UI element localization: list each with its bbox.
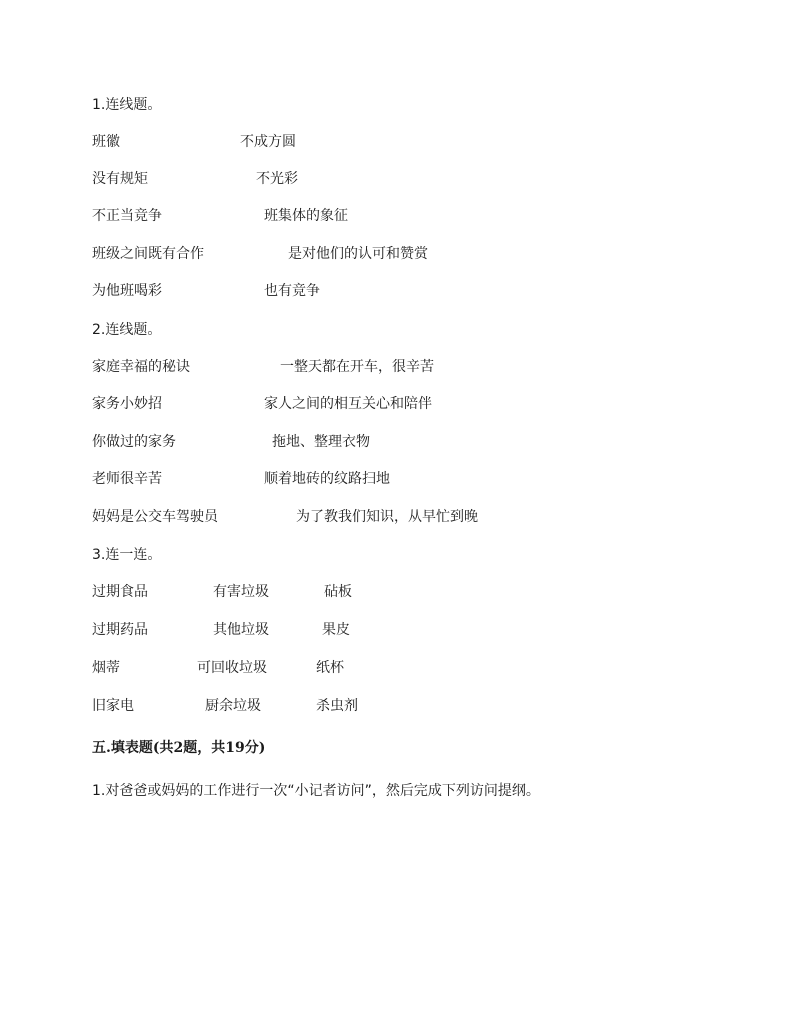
- q3-item-c: 杀虫剂: [316, 698, 358, 714]
- q2-left-item: 你做过的家务: [92, 434, 176, 450]
- q3-item-a: 旧家电: [92, 698, 134, 714]
- q2-left-item: 妈妈是公交车驾驶员: [92, 509, 218, 525]
- q2-right-item: 拖地、整理衣物: [272, 434, 370, 450]
- q1-left-item: 不正当竞争: [92, 208, 162, 224]
- q3-item-b: 厨余垃圾: [205, 698, 261, 714]
- q1-left-item: 班级之间既有合作: [92, 246, 204, 262]
- q3-item-c: 砧板: [324, 584, 352, 600]
- q3-title: 3.连一连。: [92, 547, 162, 563]
- q2-left-item: 家务小妙招: [92, 396, 162, 412]
- q3-item-a: 烟蒂: [92, 660, 120, 676]
- q2-title: 2.连线题。: [92, 322, 162, 338]
- q2-right-item: 顺着地砖的纹路扫地: [264, 471, 390, 487]
- q1-left-item: 班徽: [92, 134, 120, 150]
- q1-right-item: 班集体的象征: [264, 208, 348, 224]
- q1-left-item: 没有规矩: [92, 171, 148, 187]
- section-five-question-1: 1.对爸爸或妈妈的工作进行一次“小记者访问”，然后完成下列访问提纲。: [92, 783, 540, 799]
- q2-left-item: 家庭幸福的秘诀: [92, 359, 190, 375]
- q3-item-c: 果皮: [322, 622, 350, 638]
- q2-right-item: 家人之间的相互关心和陪伴: [264, 396, 432, 412]
- q1-right-item: 是对他们的认可和赞赏: [288, 246, 428, 262]
- q2-left-item: 老师很辛苦: [92, 471, 162, 487]
- q3-item-b: 其他垃圾: [213, 622, 269, 638]
- q3-item-a: 过期食品: [92, 584, 148, 600]
- q1-right-item: 不成方圆: [240, 134, 296, 150]
- q2-right-item: 为了教我们知识，从早忙到晚: [296, 509, 478, 525]
- q2-right-item: 一整天都在开车，很辛苦: [280, 359, 434, 375]
- q1-right-item: 也有竞争: [264, 283, 320, 299]
- q3-item-b: 可回收垃圾: [197, 660, 267, 676]
- q1-title: 1.连线题。: [92, 97, 162, 113]
- q1-left-item: 为他班喝彩: [92, 283, 162, 299]
- q1-right-item: 不光彩: [256, 171, 298, 187]
- q3-item-a: 过期药品: [92, 622, 148, 638]
- q3-item-b: 有害垃圾: [213, 584, 269, 600]
- q3-item-c: 纸杯: [316, 660, 344, 676]
- section-five-title: 五.填表题(共2题，共19分): [92, 740, 266, 756]
